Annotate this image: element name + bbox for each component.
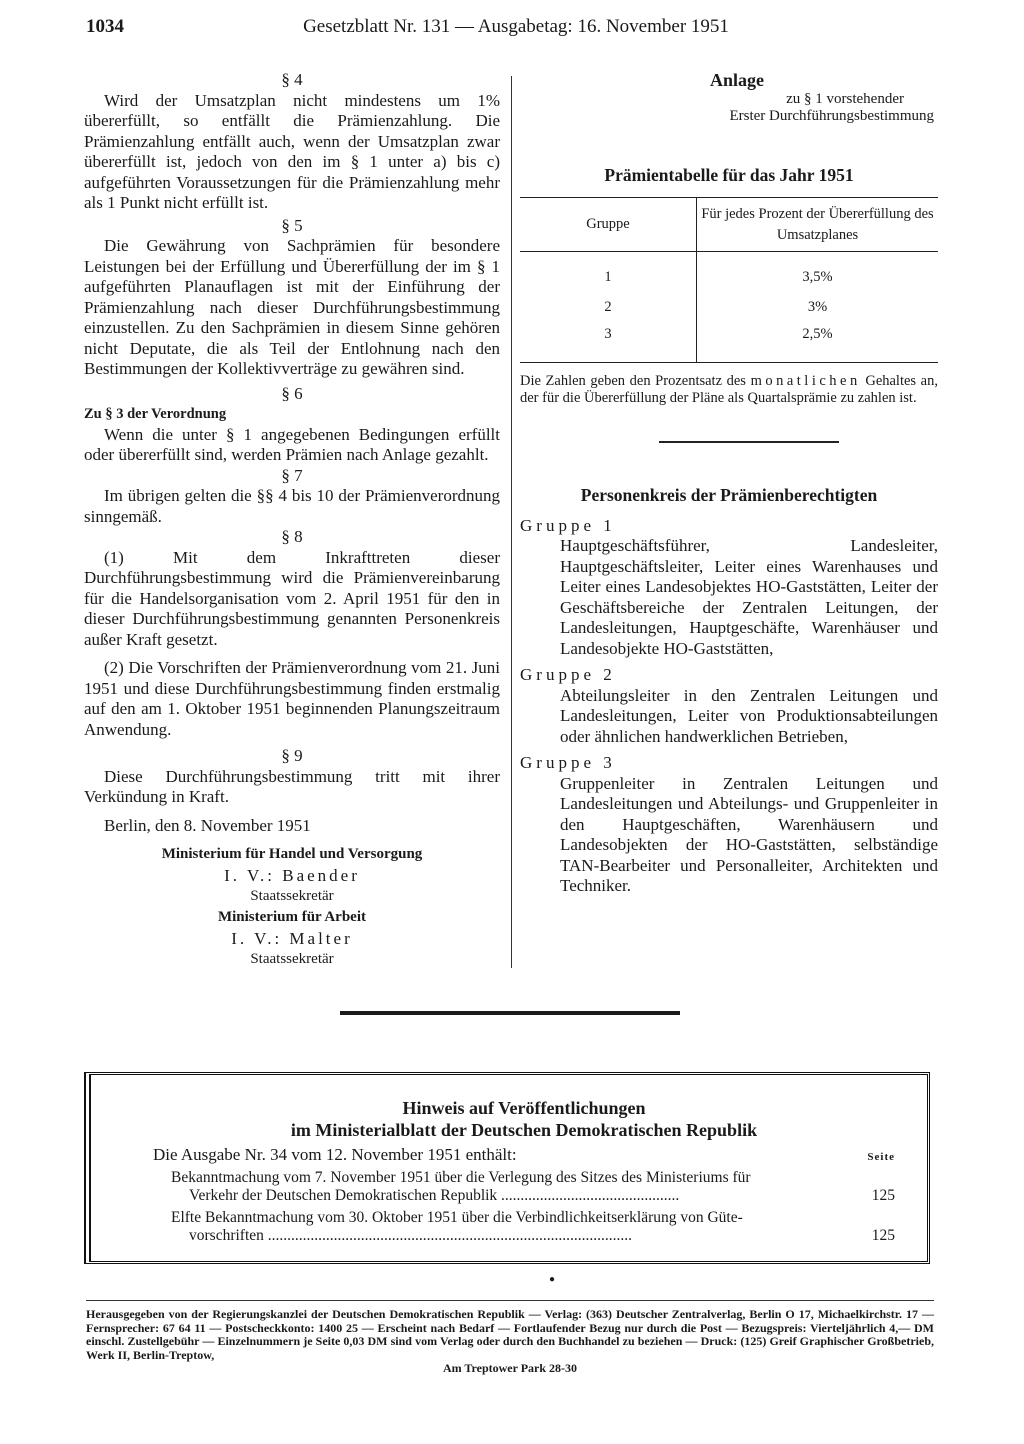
imprint-footer [86, 1308, 934, 1376]
entry-text [171, 1169, 853, 1205]
place-and-date: Berlin, den 8. November 1951 [104, 815, 311, 835]
page-separator-rule [340, 1011, 680, 1015]
table-cell-rate: 2,5% [697, 322, 939, 363]
table-cell-group: 1 [520, 252, 697, 293]
bullet-mark: ● [549, 1274, 556, 1285]
footer-rule [86, 1300, 934, 1301]
premium-table-title: Prämientabelle für das Jahr 1951 [604, 164, 854, 185]
entry-line-2: Verkehr der Deutschen Demokratischen Republik .............................................. [189, 1187, 680, 1204]
group-1-text: Hauptgeschäftsführer, Landesleiter, Hauptgeschäftsleiter, Leiter eines Warenhauses und Leiter eines Landesobjektes HO-Gaststätten, Leiter der Geschäftsbereiche der Zentralen Leitungen, der Landesleitungen, Hauptgeschäfte, Warenhäuser und Landesobjekte HO-Gaststätten, [560, 536, 938, 658]
group-2-label: Gruppe 2 [520, 665, 616, 684]
entry-page-number: 125 [871, 1187, 895, 1204]
footnote-text-end: Gehaltes an, der für die Übererfüllung der Pläne als Quartalsprämie zu zahlen ist. [520, 373, 938, 406]
section-5-text: Die Gewährung von Sachprämien für besondere Leistungen bei der Erfüllung und Übererfüllung der im § 1 aufgeführten Planauflagen ist mit der Einführung der Prämienzahlung nach dieser Durchführungsbestimmung einzustellen. Zu den Sachprämien in diesem Sinne gehören nicht Deputate, die als Teil der Entlohnung nach den Bestimmungen der Kollektivverträge zu gewähren sind. [84, 236, 500, 378]
signature-role: Staatssekretär [250, 888, 334, 904]
section-7-title: § 7 [281, 465, 303, 485]
imprint-address: Am Treptower Park 28-30 [442, 1361, 578, 1375]
list-item [153, 1209, 895, 1245]
notice-title-line-1: Hinweis auf Veröffentlichungen [402, 1098, 646, 1118]
section-9-title: § 9 [281, 746, 303, 765]
running-header: Gesetzblatt Nr. 131 — Ausgabetag: 16. November 1951 [303, 16, 729, 37]
group-3-label: Gruppe 3 [520, 753, 616, 772]
table-row [520, 322, 938, 363]
table-cell-group: 3 [520, 322, 697, 363]
entry-line-1: Bekanntmachung vom 7. November 1951 über die Verlegung des Sitzes des Ministeriums für [171, 1169, 751, 1186]
annex-reference-line-2: Erster Durchführungsbestimmung [729, 107, 934, 124]
imprint-text: Herausgegeben von der Regierungskanzlei der Deutschen Demokratischen Republik — Verlag: (363) Deutscher Zentralverlag, Berlin O 17, Michaelkirchstr. 17 — Fernsprecher: 67 64 11 — Postscheckkonto: 1400 25 — Erscheint nach Bedarf — Fortlaufender Bezug nur durch die Post — Bezugspreis: Vierteljährlich 4,— DM einschl. Zustellgebühr — Einzelnummern je Seite 0,03 DM sind vom Verlag oder durch den Buchhandel zu beziehen — Druck: (125) Greif Graphischer Großbetrieb, Werk II, Berlin-Treptow, [86, 1307, 934, 1362]
table-header-percent: Für jedes Prozent der Übererfüllung des Umsatzplanes [697, 198, 939, 252]
entry-line-1: Elfte Bekanntmachung vom 30. Oktober 1951 über die Verbindlichkeitserklärung von Güte- [171, 1209, 743, 1226]
left-column [84, 70, 500, 970]
section-6-subhead: Zu § 3 der Verordnung [84, 406, 227, 422]
section-4-text: Wird der Umsatzplan nicht mindestens um 1% übererfüllt, so entfällt die Prämienzahlung. Die Prämienzahlung entfällt auch, wenn der Umsatzplan zwar übererfüllt ist, jedoch von den im § 1 unter a) bis c) aufgeführten Voraussetzungen für die Prämienzahlung mehr als 1 Punkt nicht erfüllt ist. [84, 90, 500, 212]
right-column [520, 70, 938, 903]
annex-reference-line-1: zu § 1 vorstehender [786, 90, 904, 107]
group-1-label: Gruppe 1 [520, 515, 616, 535]
notice-intro: Die Ausgabe Nr. 34 vom 12. November 1951 enthält: [153, 1145, 517, 1164]
eligible-persons-title: Personenkreis der Prämienberechtigten [580, 485, 878, 505]
section-8-paragraph-2: (2) Die Vorschriften der Prämienverordnung vom 21. Juni 1951 und diese Durchführungsbestimmung finden erstmalig auf den am 1. Oktober 1951 beginnenden Planungszeitraum Anwendung. [84, 658, 500, 739]
group-3-text: Gruppenleiter in Zentralen Leitungen und Landesleitungen und Abteilungs- und Gruppenleiter in den Hauptgeschäften, Warenhäusern und Landesobjekten der HO-Gaststätten, selbständige TAN-Bearbeiter und Personalleiter, Architekten und Techniker. [560, 773, 938, 895]
list-item [153, 1169, 895, 1205]
notice-title-line-2: im Ministerialblatt der Deutschen Demokratischen Republik [290, 1120, 758, 1140]
table-cell-group: 2 [520, 292, 697, 322]
signature-name-malter: I. V.: Malter [231, 929, 353, 948]
section-8-title: § 8 [281, 527, 303, 546]
table-row [520, 292, 938, 322]
section-4-title: § 4 [281, 70, 303, 89]
entry-line-2: vorschriften .............................................................................................. [189, 1227, 633, 1244]
page-column-label: Seite [867, 1151, 895, 1163]
signature-ministry-trade: Ministerium für Handel und Versorgung [161, 846, 423, 862]
signature-block [84, 844, 500, 970]
table-header-group: Gruppe [520, 198, 697, 252]
table-cell-rate: 3% [807, 298, 828, 315]
table-cell-rate: 3,5% [802, 268, 833, 285]
section-6-text: Wenn die unter § 1 angegebenen Bedingungen erfüllt oder übererfüllt sind, werden Prämien nach Anlage gezahlt. [84, 424, 500, 464]
table-row [520, 252, 938, 293]
notice-intro-line [153, 1145, 895, 1165]
section-8-paragraph-1: (1) Mit dem Inkrafttreten dieser Durchführungsbestimmung wird die Prämienvereinbarung für die Handelsorganisation vom 2. April 1951 für den in dieser Durchführungsbestimmung genannten Personenkreis außer Kraft gesetzt. [84, 547, 500, 649]
annex-title: Anlage [710, 70, 764, 90]
signature-name-baender: I. V.: Baender [224, 866, 360, 885]
section-6-title: § 6 [281, 383, 303, 403]
section-7-text: Im übrigen gelten die §§ 4 bis 10 der Prämienverordnung sinngemäß. [84, 486, 500, 526]
table-footnote [520, 373, 938, 407]
section-5-title: § 5 [281, 215, 303, 235]
signature-ministry-labor: Ministerium für Arbeit [217, 909, 367, 925]
premium-table [520, 197, 938, 363]
section-9-text: Diese Durchführungsbestimmung tritt mit ihrer Verkündung in Kraft. [84, 766, 500, 806]
footnote-spaced-word: monatlichen [750, 373, 861, 389]
entry-text [171, 1209, 853, 1245]
column-divider [511, 76, 512, 968]
section-separator [659, 441, 839, 443]
signature-role: Staatssekretär [250, 951, 334, 967]
publication-notice-box [84, 1072, 930, 1264]
group-2-text: Abteilungsleiter in den Zentralen Leitungen und Landesleitungen, Leiter von Produktionsabteilungen oder ähnlichen handwerklichen Betrieben, [560, 685, 938, 746]
publication-notice-content [153, 1097, 895, 1245]
footnote-text-start: Die Zahlen geben den Prozentsatz des [520, 373, 746, 389]
page-number: 1034 [86, 16, 124, 37]
entry-page-number: 125 [871, 1227, 895, 1244]
